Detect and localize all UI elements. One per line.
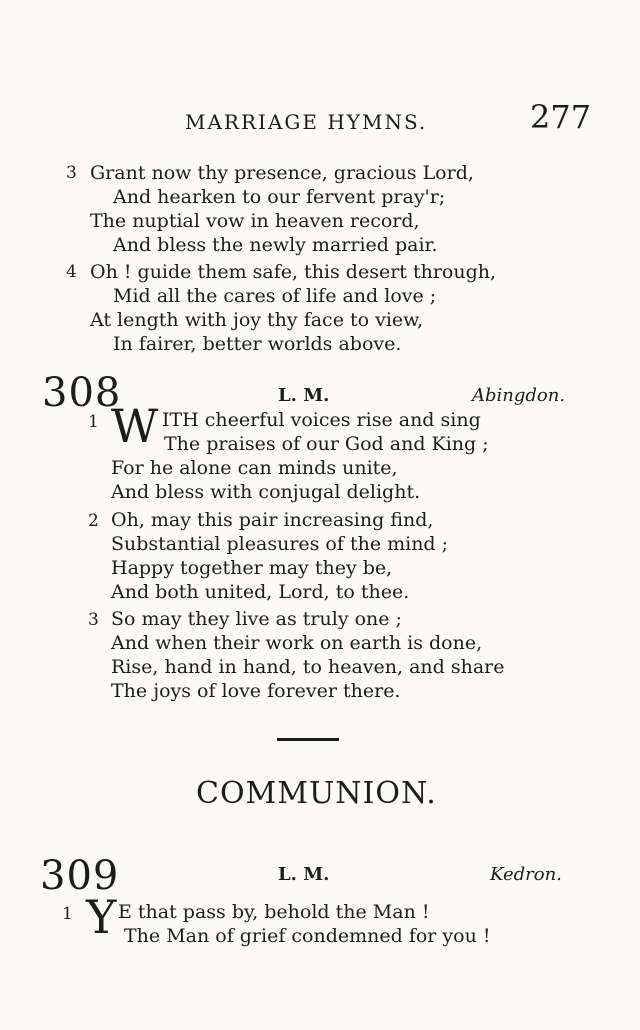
verse-line: Mid all the cares of life and love ; [113, 285, 437, 307]
verse-line: Grant now thy presence, gracious Lord, [90, 162, 474, 184]
verse-line: Oh, may this pair increasing find, [111, 509, 434, 531]
verse-line: The Man of grief condemned for you ! [124, 925, 491, 947]
verse-number: 3 [66, 163, 77, 183]
section-title: COMMUNION. [196, 776, 437, 811]
verse-line: And hearken to our fervent pray'r; [113, 186, 446, 208]
verse-line: Happy together may they be, [111, 557, 393, 579]
hymn-meter: L. M. [278, 864, 330, 885]
page-number: 277 [530, 98, 592, 136]
hymn-meter: L. M. [278, 385, 330, 406]
hymn-number: 308 [42, 370, 122, 416]
verse-line: And when their work on earth is done, [111, 632, 483, 654]
verse-number: 1 [88, 412, 99, 432]
verse-line: Rise, hand in hand, to heaven, and share [111, 656, 505, 678]
verse-line: And bless with conjugal delight. [111, 481, 421, 503]
verse-line: And bless the newly married pair. [113, 234, 438, 256]
verse-line: At length with joy thy face to view, [90, 309, 424, 331]
drop-cap: W [111, 399, 159, 453]
verse-line: For he alone can minds unite, [111, 457, 398, 479]
hymn-tune: Kedron. [490, 864, 562, 885]
verse-line: In fairer, better worlds above. [113, 333, 402, 355]
verse-line: The praises of our God and King ; [164, 433, 489, 455]
section-divider [277, 738, 339, 741]
verse-number: 1 [62, 904, 73, 924]
verse-line: E that pass by, behold the Man ! [118, 901, 430, 923]
verse-line: Substantial pleasures of the mind ; [111, 533, 449, 555]
hymn-number: 309 [40, 853, 120, 899]
verse-line: ITH cheerful voices rise and sing [162, 409, 481, 431]
verse-line: Oh ! guide them safe, this desert through, [90, 261, 497, 283]
verse-line: So may they live as truly one ; [111, 608, 402, 630]
running-header: MARRIAGE HYMNS. [185, 110, 428, 134]
verse-number: 4 [66, 262, 77, 282]
verse-number: 2 [88, 511, 99, 531]
verse-number: 3 [88, 610, 99, 630]
hymn-tune: Abingdon. [472, 385, 566, 406]
verse-line: And both united, Lord, to thee. [111, 581, 410, 603]
verse-line: The nuptial vow in heaven record, [90, 210, 420, 232]
verse-line: The joys of love forever there. [111, 680, 401, 702]
drop-cap: Y [86, 890, 117, 944]
